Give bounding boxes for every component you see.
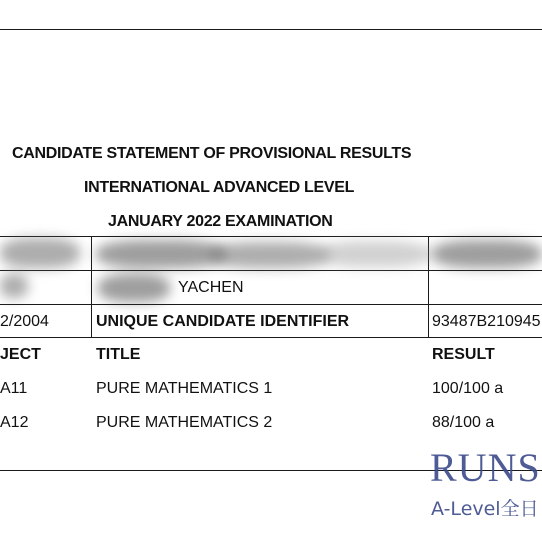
- top-border-line: [0, 29, 542, 30]
- redaction-mark: [320, 241, 430, 267]
- column-divider-left: [91, 236, 92, 337]
- table-top-line: [0, 236, 542, 237]
- redaction-mark: [98, 274, 170, 302]
- redaction-mark: [432, 240, 542, 268]
- redaction-mark: [0, 238, 80, 268]
- subject-code: A12: [0, 414, 29, 431]
- subject-title: PURE MATHEMATICS 1: [96, 380, 273, 397]
- examination-session: JANUARY 2022 EXAMINATION: [108, 213, 333, 230]
- unique-candidate-identifier-label: UNIQUE CANDIDATE IDENTIFIER: [96, 313, 350, 330]
- redaction-mark: [210, 242, 330, 268]
- subject-code: A11: [0, 380, 28, 397]
- subject-result: 88/100 a: [432, 414, 495, 431]
- statement-title: CANDIDATE STATEMENT OF PROVISIONAL RESULTS: [12, 145, 412, 162]
- brand-watermark: RUNS: [430, 445, 541, 490]
- unique-candidate-identifier-value: 93487B210945: [432, 313, 541, 330]
- subject-column-header: JECT: [0, 346, 41, 363]
- subject-title: PURE MATHEMATICS 2: [96, 414, 273, 431]
- redaction-mark: [96, 240, 226, 268]
- candidate-name: YACHEN: [178, 279, 244, 296]
- redaction-mark: [0, 274, 28, 298]
- name-row-line: [0, 270, 542, 271]
- title-column-header: TITLE: [96, 346, 141, 363]
- subject-result: 100/100 a: [432, 380, 504, 397]
- result-column-header: RESULT: [432, 346, 495, 363]
- date-of-birth: 2/2004: [0, 313, 49, 330]
- brand-watermark-subtitle: A-Level全日: [431, 498, 539, 520]
- qualification-level: INTERNATIONAL ADVANCED LEVEL: [84, 179, 355, 196]
- identifier-row-bottom-line: [0, 337, 542, 338]
- identifier-row-top-line: [0, 304, 542, 305]
